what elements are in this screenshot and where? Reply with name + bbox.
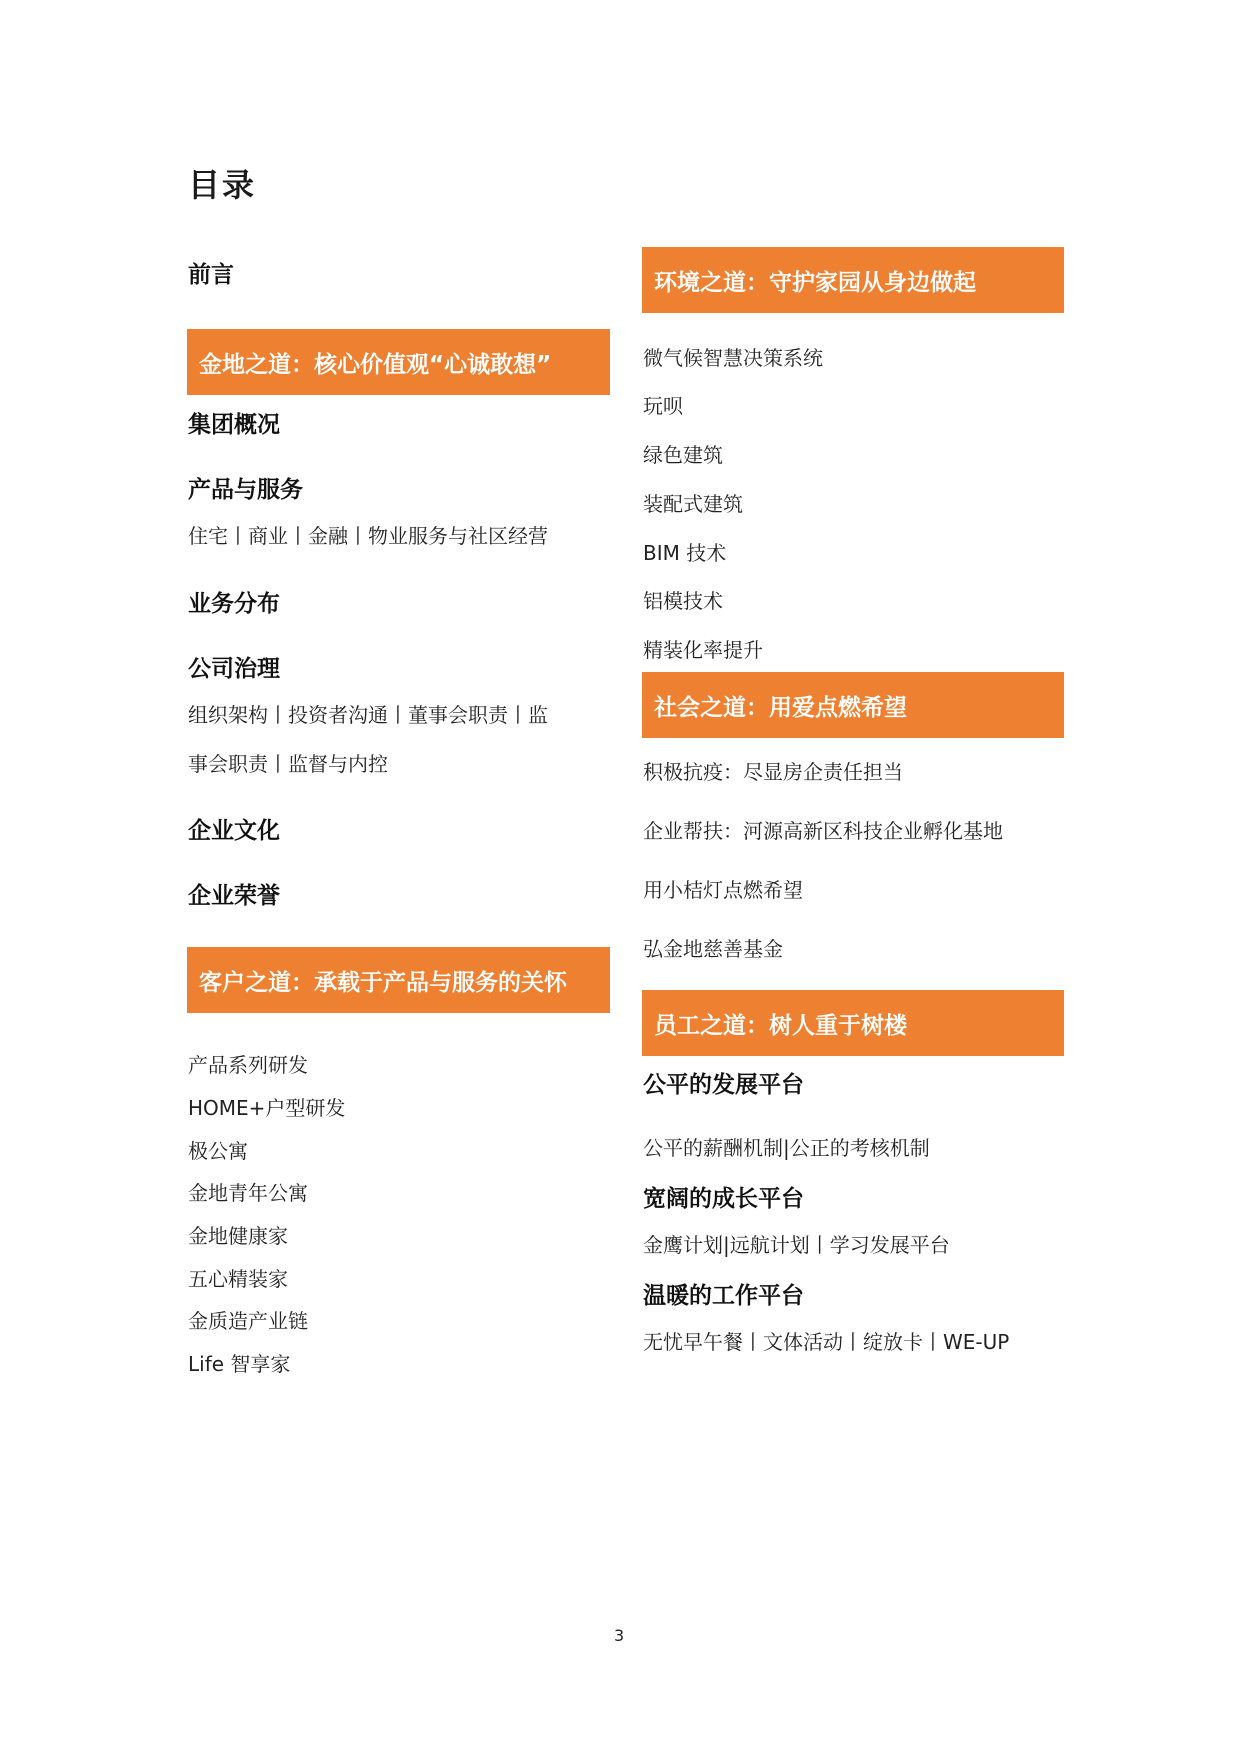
toc-platform2-heading[interactable]: 宽阔的成长平台: [643, 1186, 804, 1212]
toc-customer-item[interactable]: HOME+户型研发: [188, 1096, 346, 1120]
toc-governance-line1[interactable]: 组织架构丨投资者沟通丨董事会职责丨监: [188, 703, 548, 727]
section-banner-environment-way[interactable]: [642, 247, 1064, 313]
section-banner-label: 金地之道：核心价值观“心诚敢想”: [199, 351, 552, 378]
toc-customer-item[interactable]: 极公寓: [188, 1139, 248, 1163]
toc-customer-item[interactable]: 金地青年公寓: [188, 1181, 308, 1205]
page-number: 3: [614, 1626, 625, 1645]
toc-environment-item[interactable]: 玩呗: [643, 394, 683, 418]
toc-environment-item[interactable]: BIM 技术: [643, 541, 727, 565]
toc-platform3-heading[interactable]: 温暖的工作平台: [643, 1283, 804, 1309]
toc-society-item[interactable]: 弘金地慈善基金: [643, 937, 783, 961]
toc-governance-heading[interactable]: 公司治理: [188, 656, 280, 682]
toc-customer-item[interactable]: 金质造产业链: [188, 1309, 308, 1333]
toc-environment-item[interactable]: 精装化率提升: [643, 638, 763, 662]
toc-environment-item[interactable]: 装配式建筑: [643, 492, 743, 516]
toc-customer-item[interactable]: 五心精装家: [188, 1267, 288, 1291]
section-banner-label: 客户之道：承载于产品与服务的关怀: [199, 969, 567, 996]
toc-platform1-heading[interactable]: 公平的发展平台: [643, 1072, 804, 1098]
toc-governance-line2[interactable]: 事会职责丨监督与内控: [188, 752, 388, 776]
toc-platform2-items[interactable]: 金鹰计划|远航计划丨学习发展平台: [643, 1233, 950, 1257]
toc-group-overview[interactable]: 集团概况: [188, 412, 280, 438]
toc-honors[interactable]: 企业荣誉: [188, 883, 280, 909]
toc-customer-item[interactable]: 产品系列研发: [188, 1053, 308, 1077]
toc-society-item[interactable]: 积极抗疫：尽显房企责任担当: [643, 760, 903, 784]
page-title: 目录: [188, 166, 257, 204]
section-banner-society-way[interactable]: [642, 672, 1064, 738]
toc-products-items[interactable]: 住宅丨商业丨金融丨物业服务与社区经营: [188, 524, 548, 548]
toc-environment-item[interactable]: 微气候智慧决策系统: [643, 346, 823, 370]
toc-business-distribution[interactable]: 业务分布: [188, 591, 280, 617]
section-banner-label: 员工之道：树人重于树楼: [654, 1012, 907, 1039]
section-banner-golden-way[interactable]: [187, 329, 610, 395]
toc-environment-item[interactable]: 铝模技术: [643, 589, 723, 613]
section-banner-customer-way[interactable]: [187, 947, 610, 1013]
section-banner-label: 环境之道：守护家园从身边做起: [654, 269, 976, 296]
toc-society-item[interactable]: 企业帮扶：河源高新区科技企业孵化基地: [643, 819, 1003, 843]
section-banner-label: 社会之道：用爱点燃希望: [654, 694, 907, 721]
toc-customer-item[interactable]: 金地健康家: [188, 1224, 288, 1248]
toc-products-heading[interactable]: 产品与服务: [188, 477, 303, 503]
toc-environment-item[interactable]: 绿色建筑: [643, 443, 723, 467]
toc-platform1-items[interactable]: 公平的薪酬机制|公正的考核机制: [643, 1136, 930, 1160]
toc-platform3-items[interactable]: 无忧早午餐丨文体活动丨绽放卡丨WE-UP: [643, 1330, 1010, 1354]
section-banner-employee-way[interactable]: [642, 990, 1064, 1056]
toc-culture[interactable]: 企业文化: [188, 818, 280, 844]
toc-customer-item[interactable]: Life 智享家: [188, 1352, 291, 1376]
toc-preface[interactable]: 前言: [188, 262, 234, 288]
toc-society-item[interactable]: 用小桔灯点燃希望: [643, 878, 803, 902]
